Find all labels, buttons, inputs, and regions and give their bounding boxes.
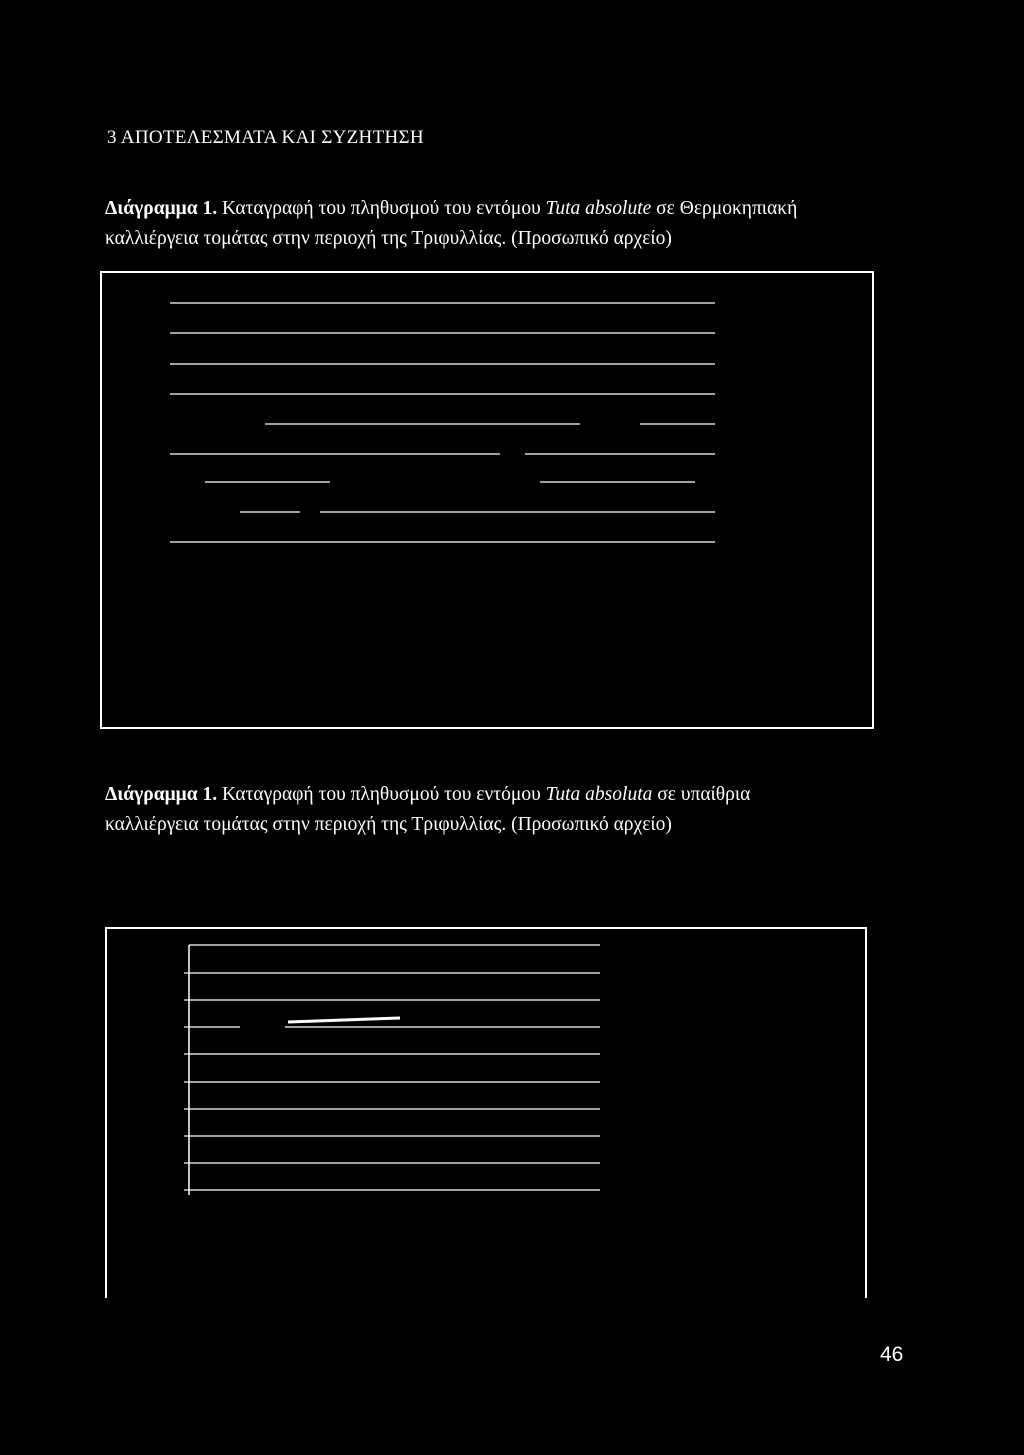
chart-frame-greenhouse (100, 270, 875, 730)
section-heading: 3 ΑΠΟΤΕΛΕΣΜΑΤΑ ΚΑΙ ΣΥΖΗΤΗΣΗ (107, 127, 424, 148)
chart-graphic-greenhouse (100, 270, 875, 730)
caption-line-2: καλλιέργεια τομάτας στην περιοχή της Τριφυλλίας. (Προσωπικό αρχείο) (105, 814, 672, 835)
caption-label: Διάγραμμα 1. (105, 784, 218, 805)
figure-caption-1 (105, 194, 895, 254)
caption-text: σε Θερμοκηπιακή (656, 198, 798, 219)
caption-label: Διάγραμμα 1. (105, 198, 218, 219)
data-segment (288, 1018, 400, 1022)
caption-line-2: καλλιέργεια τομάτας στην περιοχή της Τριφυλλίας. (Προσωπικό αρχείο) (105, 228, 672, 249)
page-number: 46 (880, 1343, 904, 1366)
gridlines (170, 303, 715, 542)
chart-border (106, 928, 866, 1298)
figure-caption-2 (105, 780, 895, 840)
caption-text: σε υπαίθρια (657, 784, 751, 805)
chart-frame-open-field (100, 920, 870, 1300)
chart-border (101, 272, 873, 728)
caption-text: Καταγραφή του πληθυσμού του εντόμου (221, 198, 541, 219)
gridlines (189, 945, 600, 1190)
caption-text: Καταγραφή του πληθυσμού του εντόμου (221, 784, 541, 805)
species-name: Tuta absolute (545, 198, 652, 219)
chart-graphic-open-field (100, 920, 870, 1300)
species-name: Tuta absoluta (545, 784, 653, 805)
